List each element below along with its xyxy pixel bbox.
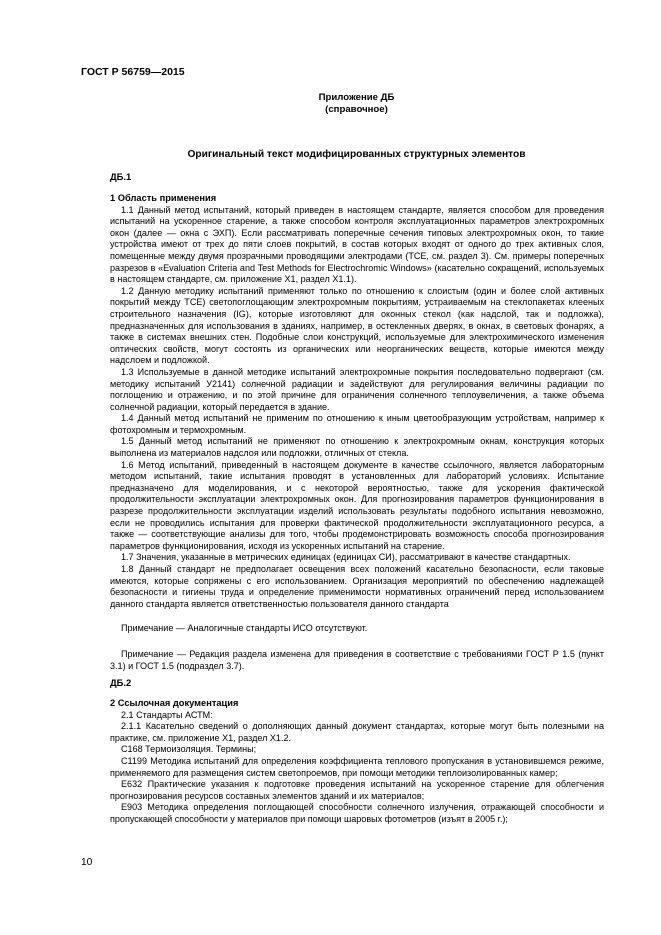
section-label-db2: ДБ.2 xyxy=(110,677,132,688)
list-item: C1199 Методика испытаний для определения коэффициента теплового пропускания в установившемся режиме, применяемого для размещения систем светопроемов, при помощи методики теплоизолированных камер; xyxy=(110,755,604,778)
note-1 xyxy=(110,623,604,635)
list-item: C168 Термоизоляция. Термины; xyxy=(121,744,257,755)
section-1-body xyxy=(110,193,604,672)
page-number: 10 xyxy=(81,857,93,868)
note-2 xyxy=(110,649,604,672)
paragraph: 1.2 Данную методику испытаний применяют только по отношению к слоистым (один и более слой активных покрытий между TCE) светопоглощающим электрохромным покрытиям, устраиваемым на стеклопакетах клееных строительного назначения (IG), которые изготовляют для оконных стекол (как надслой, так и подложка), предназначенных для использования в зданиях, например, в остекленных дверях, в окнах, в световых фонарях, а также в системах внешних стен. Подобные слои конструкций, используемые для электрохимического изменения оптических свойств, могут состоять из органических или неорганических веществ, которые имеются между надслоем и подложкой. xyxy=(110,285,604,366)
paragraph: 1.4 Данный метод испытаний не применим по отношению к иным цветообразующим устройствам, например к фотохромным и термохромным. xyxy=(110,413,604,435)
note-label: Примечание xyxy=(121,648,174,659)
section-label-db1: ДБ.1 xyxy=(110,171,132,182)
list-item: 2.1.1 Касательно сведений о дополняющих данный документ стандартах, которые могут быть полезными на практике, см. приложение X1, раздел X1.2. xyxy=(110,721,604,743)
paragraph: 1.1 Данный метод испытаний, который приведен в настоящем стандарте, является способом для проведения испытаний на ускоренное старение, а также способом контроля эксплуатационных параметров электрохромных окон (далее — окна с ЭХП). Если рассматривать поперечные сечения типовых электрохромных окон, то такие устройства имеют от трех до пяти слоев покрытий, в состав которых входят от одного до трех активных слоя, помещенные между двумя прозрачными проводящими электродами (TCE, см. раздел 3). См. примеры поперечных разрезов в «Evaluation Criteria and Test Methods for Electrochromic Windows» (касательно сокращений, используемых в настоящем стандарте, см. приложение X1, раздел X1.1). xyxy=(110,204,604,285)
section-2-heading: 2 Ссылочная документация xyxy=(110,698,239,708)
paragraph: 1.8 Данный стандарт не предполагает освещения всех положений касательно безопасности, если таковые имеются, которые сопряжены с его использованием. Организация мероприятий по обеспечению надлежащей безопасности и гигиены труда и определение применимости нормативных ограничений перед использованием данного стандарта является ответственностью пользователя данного стандарта xyxy=(110,564,604,609)
paragraph: 1.3 Используемые в данной методике испытаний электрохромные покрытия последовательно подвергают (см. методику испытаний У2141) солнечной радиации и задействуют для регулирования величины радиации по поглощению и отражению, и по этой причине для ограничения солнечного теплоувеличения, а также объема солнечной радиации, который передается в здание. xyxy=(110,366,604,412)
list-item: E903 Методика определения поглощающей способности солнечного излучения, отражающей способности и пропускающей способности у материалов при помощи шаровых фотометров (изъят в 2005 г.); xyxy=(110,802,604,824)
list-item: 2.1 Стандарты АСТМ: xyxy=(121,709,213,720)
paragraph: 1.5 Данный метод испытаний не применяют по отношению к электрохромным окнам, конструкция которых выполнена из материалов надслоя или подложки, отличных от стекла. xyxy=(110,436,604,459)
appendix-subtitle: (справочное) xyxy=(325,104,388,115)
standard-header: ГОСТ Р 56759—2015 xyxy=(81,66,185,78)
document-title: Оригинальный текст модифицированных структурных элементов xyxy=(187,149,526,160)
paragraph: 1.7 Значения, указанные в метрических единицах (единицах СИ), рассматривают в качестве стандартных. xyxy=(121,552,571,563)
note-label: Примечание xyxy=(121,623,174,634)
appendix-title: Приложение ДБ xyxy=(318,92,395,103)
list-item: E632 Практические указания к подготовке проведения испытаний на ускоренное старение для облегчения прогнозирования ресурсов составных элементов зданий и их материалов; xyxy=(110,779,604,801)
section-2-body xyxy=(110,698,604,826)
note-text: — Аналогичные стандарты ИСО отсутствуют. xyxy=(173,623,368,634)
paragraph: 1.6 Метод испытаний, приведенный в настоящем документе в качестве ссылочного, является лабораторным методом испытаний, такие испытания проводят в установленных для лабораторий условиях. Испытание предназначено для моделирования, и с некоторой вероятностью, также для ускорения фактической продолжительности эксплуатации электрохромных окон. Для прогнозирования параметров функционирования в разрезе продолжительности эксплуатации изделий использовать результаты подобного испытания невозможно, если не проводились испытания для проверки фактической продолжительности эксплуатационного ресурса, а также — соответствующие анализы для того, чтобы продемонстрировать возможность способа прогнозирования параметров функционирования, исходя из ускоренных испытаний на старение. xyxy=(110,459,604,551)
section-1-heading: 1 Область применения xyxy=(110,193,217,203)
note-text: — Редакция раздела изменена для приведения в соответствие с требованиями ГОСТ Р 1.5 (пункт 3.1) и ГОСТ 1.5 (подраздел 3.7). xyxy=(110,648,604,671)
